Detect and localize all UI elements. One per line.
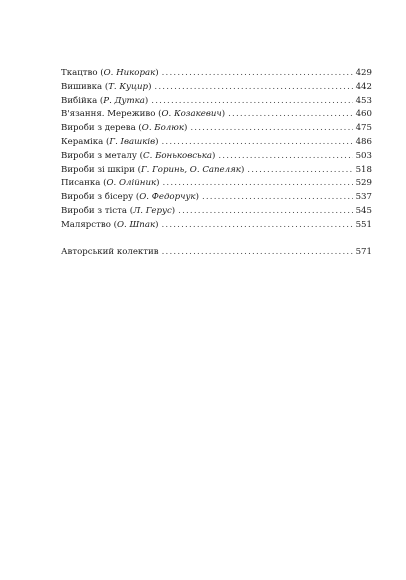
toc-entry-page: 551 xyxy=(355,219,372,230)
leader-dots xyxy=(154,81,352,95)
toc-entry-page: 460 xyxy=(355,109,372,120)
table-of-contents xyxy=(61,67,372,259)
toc-entry-author: О. Федорчук xyxy=(139,192,196,203)
toc-entry-ceramics xyxy=(61,136,372,150)
leader-dots xyxy=(162,177,352,191)
toc-entry-block-printing xyxy=(61,95,372,109)
toc-entry-author: С. Боньковська xyxy=(143,150,212,161)
toc-entry-painting xyxy=(61,219,372,233)
leader-dots xyxy=(178,205,352,219)
toc-entry-title: Авторський колектив xyxy=(61,246,159,257)
toc-entry-author: Г. Горинь, О. Сапеляк xyxy=(140,164,241,175)
toc-entry-page: 529 xyxy=(355,178,372,189)
toc-entry-author: О. Никорак xyxy=(103,68,156,78)
toc-entry-title: В'язання. Мереживо (О. Козакевич) xyxy=(61,109,226,120)
section-spacer xyxy=(61,233,372,246)
toc-entry-page: 453 xyxy=(355,95,372,106)
toc-entry-dough-craft xyxy=(61,205,372,219)
toc-entry-author: О. Козакевич xyxy=(161,109,222,120)
leader-dots xyxy=(202,191,353,205)
leader-dots xyxy=(218,150,352,164)
toc-entry-page: 518 xyxy=(355,164,372,175)
leader-dots xyxy=(162,246,353,260)
toc-entry-author: О. Шпак xyxy=(116,219,156,230)
toc-entry-title: Вироби з дерева (О. Болюк) xyxy=(61,123,188,134)
toc-entry-page: 545 xyxy=(355,205,372,216)
toc-entry-author: Л. Герус xyxy=(133,205,172,216)
leader-dots xyxy=(247,164,352,178)
leader-dots xyxy=(190,122,352,136)
toc-entry-title: Кераміка (Г. Івашків) xyxy=(61,136,159,147)
toc-entry-pysanka xyxy=(61,177,372,191)
toc-entry-title: Вироби з бісеру (О. Федорчук) xyxy=(61,192,199,203)
toc-entry-page: 486 xyxy=(355,136,372,147)
toc-entry-title: Вибійка (Р. Дутка) xyxy=(61,95,149,106)
toc-entry-title: Ткацтво (О. Никорак) xyxy=(61,68,159,78)
toc-entry-title: Вироби зі шкіри (Г. Горинь, О. Сапеляк) xyxy=(61,164,245,175)
leader-dots xyxy=(161,219,352,233)
toc-entry-author: Р. Дутка xyxy=(103,95,145,106)
toc-entry-page: 537 xyxy=(355,192,372,203)
leader-dots xyxy=(151,95,352,109)
toc-entry-beadwork xyxy=(61,191,372,205)
toc-entry-title: Малярство (О. Шпак) xyxy=(61,219,159,230)
toc-entry-weaving xyxy=(61,67,372,81)
toc-entry-page: 475 xyxy=(355,123,372,134)
toc-entry-title: Вироби з тіста (Л. Герус) xyxy=(61,205,176,216)
toc-entry-metalwork xyxy=(61,150,372,164)
toc-entry-title: Писанка (О. Олійник) xyxy=(61,178,160,189)
toc-entry-title: Вишивка (Т. Куцир) xyxy=(61,81,152,92)
toc-entry-author: О. Олійник xyxy=(106,178,157,189)
toc-entry-title: Вироби з металу (С. Боньковська) xyxy=(61,150,216,161)
toc-entry-author: О. Болюк xyxy=(141,123,184,134)
toc-entry-page: 503 xyxy=(355,150,372,161)
toc-entry-embroidery xyxy=(61,81,372,95)
toc-entry-leatherwork xyxy=(61,164,372,178)
toc-entry-author: Т. Куцир xyxy=(108,81,149,92)
toc-entry-authors xyxy=(61,246,372,260)
leader-dots xyxy=(162,67,353,81)
leader-dots xyxy=(161,136,352,150)
toc-entry-page: 429 xyxy=(355,68,372,78)
toc-entry-knitting-lace xyxy=(61,108,372,122)
toc-entry-woodwork xyxy=(61,122,372,136)
toc-entry-page: 571 xyxy=(355,246,372,257)
toc-entry-page: 442 xyxy=(355,81,372,92)
leader-dots xyxy=(228,108,353,122)
toc-entry-author: Г. Івашків xyxy=(109,136,156,147)
